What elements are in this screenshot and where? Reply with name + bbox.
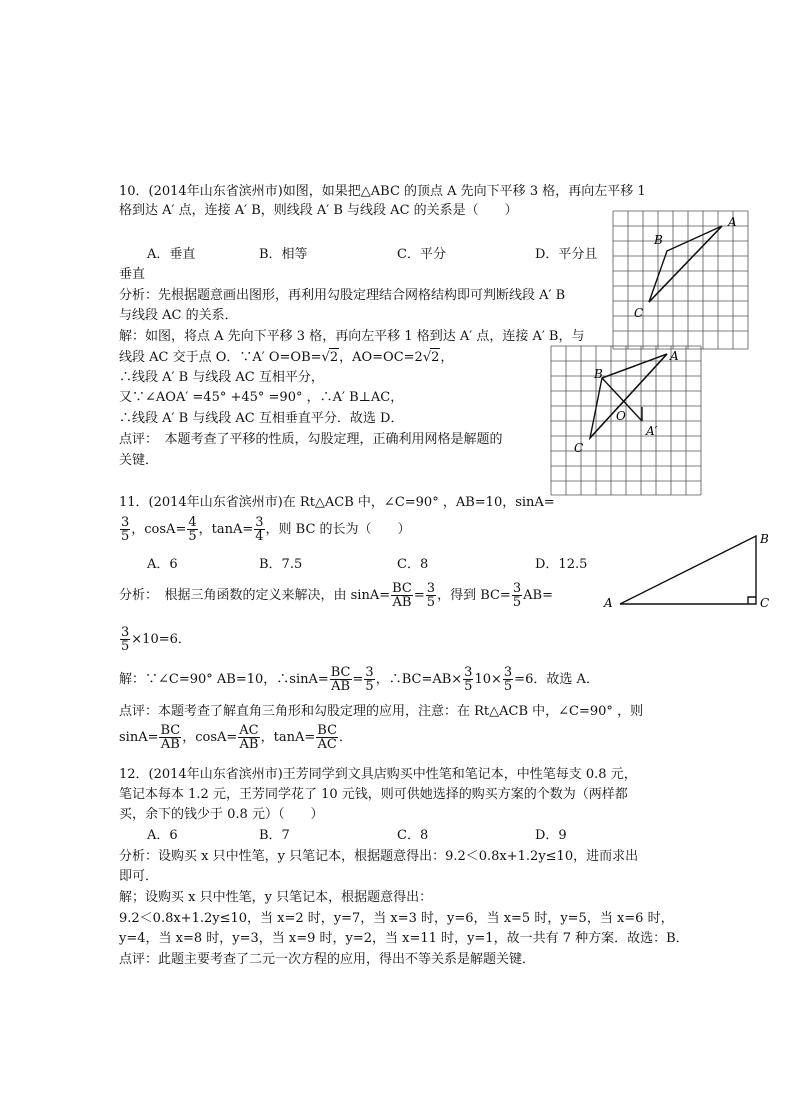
q10-option-d: D．平分且	[535, 247, 598, 262]
q11-stem-line1: 11．(2014年山东省滨州市)在 Rt△ACB 中，∠C=90° ，AB=10，sinA=	[119, 495, 555, 510]
label-c: C	[634, 306, 644, 320]
q12-option-a: A．6	[147, 828, 178, 843]
q10-solution-line3: ∴线段 A′ B 与线段 AC 互相平分，	[119, 370, 324, 385]
q11-stem-line2: $\frac{3}{5}$ ，cosA= $\frac{4}{5}$ ，tanA= $\frac{3}{4}$ ，则 BC 的长为（ ）	[121, 515, 411, 544]
label-a: A	[604, 596, 613, 610]
q10-stem-line2: 格到达 A′ 点，连接 A′ B，则线段 A′ B 与线段 AC 的关系是（ ）	[119, 203, 518, 218]
q10-grid-figure-2	[550, 345, 705, 497]
label-a: A	[670, 349, 679, 363]
label-a: A	[728, 215, 737, 229]
q11-solution: 解：∵∠C=90° AB=10，∴sinA= $\frac{BC}{AB}$ = $\frac{3}{5}$ ，∴BC=AB× $\frac{3}{5}$ 10× $\frac{3}{5}$ =6．故选 A．	[119, 665, 599, 694]
q12-stem-line2: 笔记本每本 1.2 元，王芳同学花了 10 元钱，则可供她选择的购买方案的个数为（两样都	[119, 787, 628, 802]
q12-solution-line2: 9.2＜0.8x+1.2y≤10，当 x=2 时，y=7，当 x=3 时，y=6，当 x=5 时，y=5，当 x=6 时，	[119, 911, 674, 926]
q10-comment-line1: 点评： 本题考查了平移的性质，勾股定理，正确利用网格是解题的	[119, 432, 503, 447]
q12-stem-line1: 12．(2014年山东省滨州市)王芳同学到文具店购买中性笔和笔记本，中性笔每支 0.8 元，	[119, 767, 637, 782]
q10-solution-line1: 解：如图，将点 A 先向下平移 3 格，再向左平移 1 格到达 A′ 点，连接 A′ B，与	[119, 329, 585, 344]
label-c: C	[760, 596, 770, 610]
q10-option-a: A．垂直	[147, 247, 196, 262]
q11-comment-line1: 点评：本题考查了解直角三角形和勾股定理的应用，注意：在 Rt△ACB 中，∠C=90° ，则	[119, 704, 644, 719]
q10-option-b: B．相等	[259, 247, 308, 262]
q10-grid-figure-1	[612, 210, 750, 350]
q12-solution-line3: y=4，当 x=8 时，y=3，当 x=9 时，y=2，当 x=11 时，y=1，故一共有 7 种方案．故选：B．	[119, 931, 689, 946]
label-c: C	[574, 441, 584, 455]
q10-option-d-cont: 垂直	[119, 267, 146, 282]
q10-solution-line2: 线段 AC 交于点 O．∵A′ O=OB=√2，AO=OC=2√2，	[119, 350, 454, 365]
right-triangle-acb	[620, 536, 756, 604]
q10-comment-line2: 关键．	[119, 453, 159, 468]
q11-option-d: D．12.5	[535, 557, 588, 572]
label-b: B	[760, 532, 769, 546]
label-o: O	[616, 409, 626, 423]
q10-analysis-line2: 与线段 AC 的关系．	[119, 308, 238, 323]
q10-option-c: C．平分	[397, 247, 446, 262]
q12-option-d: D．9	[535, 828, 567, 843]
label-b: B	[594, 367, 603, 381]
q12-option-b: B．7	[259, 828, 290, 843]
q11-comment-line2: sinA= $\frac{BC}{AB}$ ，cosA= $\frac{AC}{AB}$ ，tanA= $\frac{BC}{AC}$ ．	[119, 723, 353, 752]
q11-analysis-line2: $\frac{3}{5}$ ×10=6．	[121, 625, 191, 654]
q11-option-b: B．7.5	[259, 557, 303, 572]
q12-stem-line3: 买，余下的钱少于 0.8 元）（ ）	[119, 807, 324, 822]
q12-solution-line1: 解；设购买 x 只中性笔，y 只笔记本，根据题意得出：	[119, 890, 433, 905]
q12-comment: 点评：此题主要考查了二元一次方程的应用，得出不等关系是解题关键．	[119, 952, 536, 967]
q10-solution-line4: 又∵∠AOA′ =45° +45° =90° ，∴A′ B⊥AC，	[119, 390, 404, 405]
q11-analysis-line1: 分析： 根据三角函数的定义来解决，由 sinA= $\frac{BC}{AB}$ = $\frac{3}{5}$ ，得到 BC= $\frac{3}{5}$ AB=	[119, 581, 553, 610]
q12-option-c: C．8	[397, 828, 429, 843]
q11-option-a: A．6	[147, 557, 178, 572]
q10-analysis-line1: 分析：先根据题意画出图形，再利用勾股定理结合网格结构即可判断线段 A′ B	[119, 288, 566, 303]
q10-stem-line1: 10．(2014年山东省滨州市)如图，如果把△ABC 的顶点 A 先向下平移 3 格，再向左平移 1	[119, 184, 646, 199]
q11-option-c: C．8	[397, 557, 429, 572]
label-a-prime: A′	[646, 424, 658, 438]
q12-analysis-line2: 即可．	[119, 869, 159, 884]
q11-triangle-figure	[598, 528, 778, 614]
q12-analysis-line1: 分析：设购买 x 只中性笔，y 只笔记本，根据题意得出：9.2＜0.8x+1.2y≤10，进而求出	[119, 849, 639, 864]
q10-solution-line5: ∴线段 A′ B 与线段 AC 互相垂直平分．故选 D．	[119, 411, 404, 426]
label-b: B	[654, 233, 663, 247]
